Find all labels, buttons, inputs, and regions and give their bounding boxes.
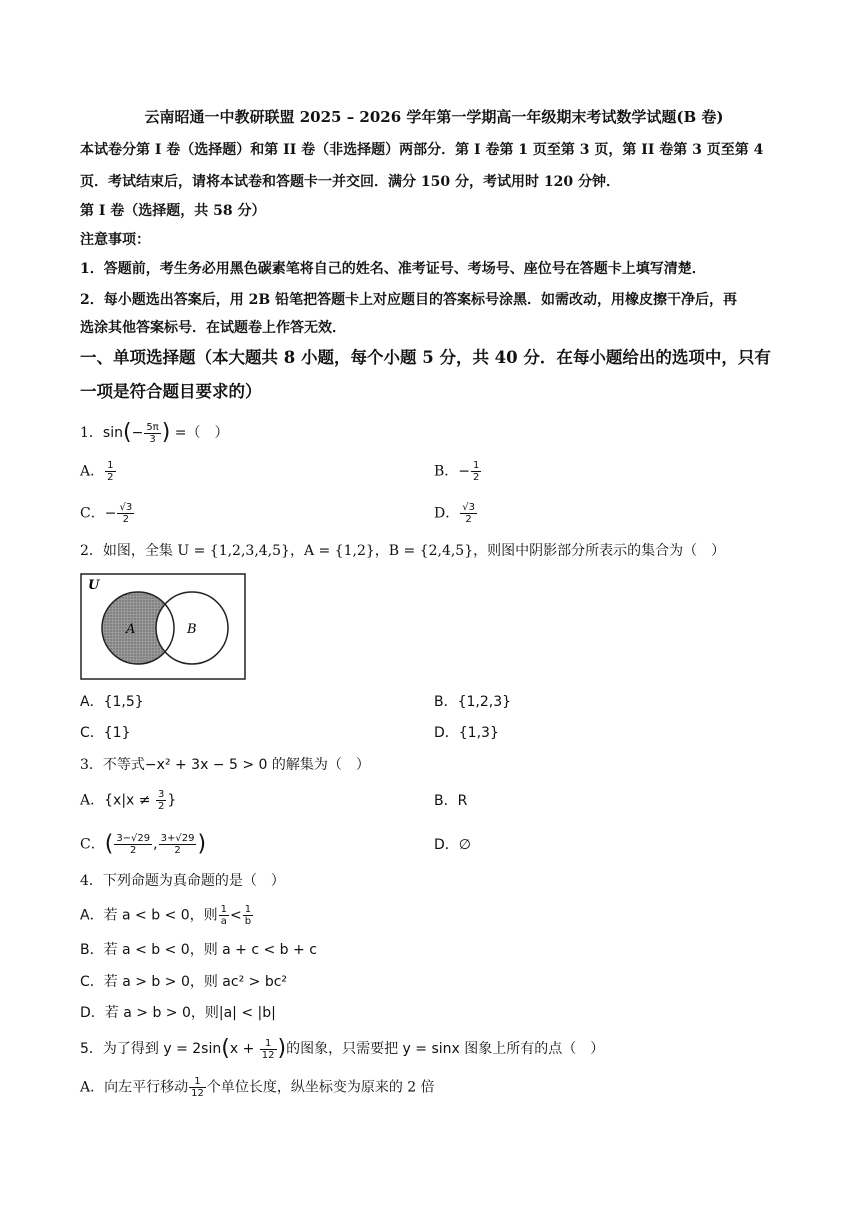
part1-heading: 第 I 卷（选择题，共 58 分） (80, 203, 266, 219)
notice-1: 1．答题前，考生务必用黑色碳素笔将自己的姓名、准考证号、考场号、座位号在答题卡上填写清楚． (80, 261, 706, 277)
q4-a-fraction-1 (219, 904, 229, 927)
q1-d-label: D． (434, 505, 460, 522)
q1-a-label: A． (80, 463, 105, 480)
section-1-heading-line-2: 一项是符合题目要求的） (80, 382, 262, 401)
q5-stem-post: 的图象，只需要把 y = sinx 图象上所有的点（ ） (286, 1041, 605, 1057)
question-5-stem (80, 1036, 808, 1062)
venn-label-a: A (126, 622, 136, 637)
q3-a-label: A． (80, 792, 105, 809)
notice-2a: 2．每小题选出答案后，用 2B 铅笔把答题卡上对应题目的答案标号涂黑．如需改动，用橡皮擦干净后，再 (80, 292, 738, 308)
q4-option-d: D．若 a > b > 0，则|a| < |b| (80, 1005, 276, 1021)
q1-b-den: 2 (473, 472, 480, 483)
q3-option-c (80, 833, 206, 856)
q3-a-pre: {x|x ≠ (104, 792, 155, 809)
q3-c-right-paren: ) (197, 831, 207, 857)
q3-c-comma: , (153, 836, 158, 853)
q3-option-a (80, 789, 176, 812)
q1-d-fraction (460, 502, 477, 525)
q5-a-num: 1 (189, 1076, 206, 1088)
q1-a-fraction (105, 460, 115, 483)
q5-option-a (80, 1076, 435, 1099)
q1-c-num: √3 (119, 502, 133, 513)
q4-a-lt: < (230, 907, 242, 924)
q1-frac-num: 5π (146, 421, 159, 433)
q4-a-den-2: b (244, 916, 252, 927)
q1-option-b (434, 460, 482, 483)
q1-stem-suffix: =（ ） (174, 425, 229, 441)
q3-option-b: B．R (434, 793, 468, 809)
q4-a-fraction-2 (243, 904, 253, 927)
q5-right-paren: ) (277, 1036, 287, 1061)
q1-option-d (434, 502, 478, 525)
q3-c-fraction-2 (159, 833, 197, 856)
q5-a-fraction (189, 1076, 206, 1099)
q2-option-c: C．{1} (80, 725, 131, 741)
q1-number: 1． (80, 425, 103, 441)
q4-a-pre: A．若 a < b < 0，则 (80, 907, 218, 924)
q2-option-b: B．{1,2,3} (434, 694, 512, 710)
q5-a-post: 个单位长度，纵坐标变为原来的 2 倍 (206, 1079, 435, 1096)
q1-left-paren: ( (122, 420, 132, 445)
q1-c-sign: − (104, 505, 117, 522)
q3-c-num-1: 3−√29 (116, 833, 151, 844)
q4-a-den-1: a (220, 916, 227, 927)
question-2-stem: 2．如图，全集 U = {1,2,3,4,5}，A = {1,2}，B = {2,4,5}，则图中阴影部分所表示的集合为（ ） (80, 543, 726, 559)
q3-c-fraction-1 (114, 833, 152, 856)
q3-inequality: −x² + 3x − 5 > 0 (144, 757, 268, 773)
q1-a-den: 2 (107, 472, 114, 483)
q1-option-a (80, 460, 117, 483)
q5-a-pre: A．向左平行移动 (80, 1079, 189, 1096)
q5-stem-x: x + (229, 1041, 259, 1057)
q3-a-num: 3 (157, 789, 165, 800)
q5-a-den: 12 (191, 1088, 204, 1099)
q1-b-num: 1 (473, 460, 480, 471)
exam-title: 云南昭通一中教研联盟 2025 – 2026 学年第一学期高一年级期末考试数学试题(B 卷) (144, 108, 724, 126)
question-4-stem: 4．下列命题为真命题的是（ ） (80, 873, 285, 889)
q4-option-b: B．若 a < b < 0，则 a + c < b + c (80, 942, 317, 958)
q5-left-paren: ( (221, 1036, 230, 1061)
venn-shaded-region (80, 573, 246, 680)
q1-fraction (144, 422, 160, 445)
q4-option-c: C．若 a > b > 0，则 ac² > bc² (80, 974, 288, 990)
notice-2b: 选涂其他答案标号．在试题卷上作答无效． (80, 320, 346, 336)
q3-c-left-paren: ( (104, 831, 114, 857)
q3-stem-prefix: 3．不等式 (80, 757, 145, 773)
q1-c-label: C． (80, 505, 105, 522)
q3-a-post: } (167, 792, 177, 809)
q5-fraction (260, 1038, 277, 1061)
notice-heading: 注意事项： (80, 232, 150, 248)
q5-stem-pre: 5．为了得到 y = 2sin (80, 1041, 222, 1057)
q5-frac-den: 12 (261, 1049, 275, 1061)
q1-b-sign: − (458, 463, 471, 480)
q3-c-den-1: 2 (130, 845, 137, 856)
intro-line-2: 页．考试结束后，请将本试卷和答题卡一并交回．满分 150 分，考试用时 120 分钟． (80, 174, 620, 190)
intro-line-1: 本试卷分第 I 卷（选择题）和第 II 卷（非选择题）两部分．第 I 卷第 1 页至第 3 页，第 II 卷第 3 页至第 4 (80, 142, 764, 158)
q3-stem-suffix: 的解集为（ ） (267, 757, 370, 773)
q3-a-fraction (156, 789, 166, 812)
q1-minus: − (131, 425, 144, 441)
q1-frac-den: 3 (149, 433, 156, 445)
q1-sin: sin (102, 425, 123, 441)
q3-c-num-2: 3+√29 (160, 833, 195, 844)
q1-b-label: B． (434, 463, 459, 480)
q1-option-c (80, 502, 135, 525)
q3-option-d: D．∅ (434, 837, 471, 853)
q1-c-den: 2 (122, 514, 129, 525)
q2-option-a: A．{1,5} (80, 694, 144, 710)
q3-c-den-2: 2 (174, 845, 181, 856)
question-1-stem (80, 420, 808, 446)
q1-d-num: √3 (462, 502, 475, 513)
section-1-heading-line-1: 一、单项选择题（本大题共 8 小题，每个小题 5 分，共 40 分．在每小题给出的选项中，只有 (80, 348, 771, 367)
q4-option-a (80, 904, 254, 927)
venn-label-b: B (187, 622, 197, 637)
venn-label-u: U (88, 578, 100, 593)
q1-d-den: 2 (465, 514, 472, 525)
question-3-stem (80, 755, 808, 775)
q5-frac-num: 1 (260, 1038, 277, 1050)
q1-a-num: 1 (107, 460, 114, 471)
q1-right-paren: ) (161, 420, 171, 445)
q4-a-num-2: 1 (244, 904, 252, 915)
q4-a-num-1: 1 (220, 904, 228, 915)
venn-diagram (80, 573, 246, 680)
q3-a-den: 2 (157, 801, 165, 812)
q1-b-fraction (471, 460, 481, 483)
q3-c-label: C． (80, 836, 105, 853)
q2-option-d: D．{1,3} (434, 725, 499, 741)
q1-c-fraction (117, 502, 134, 525)
